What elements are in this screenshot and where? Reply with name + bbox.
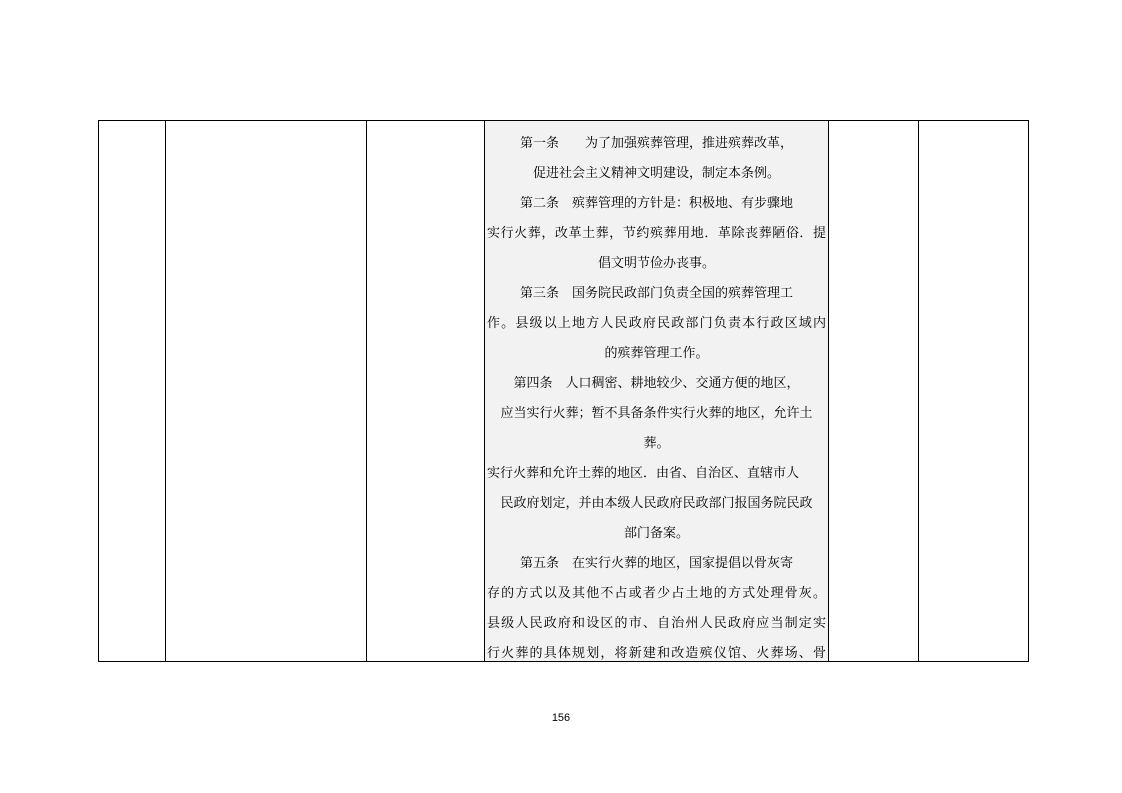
regulation-table bbox=[98, 120, 1029, 662]
text-line: 实行火葬和允许土葬的地区．由省、自治区、直辖市人 bbox=[487, 466, 800, 481]
text-line: 实行火葬，改革土葬，节约殡葬用地．革除丧葬陋俗．提 bbox=[487, 226, 826, 241]
text-line: 存的方式以及其他不占或者少占土地的方式处理骨灰。 bbox=[487, 586, 826, 601]
empty-cell-1 bbox=[99, 121, 166, 662]
regulation-text bbox=[485, 121, 828, 661]
text-line: 第一条 为了加强殡葬管理，推进殡葬改革， bbox=[519, 136, 793, 151]
text-line: 应当实行火葬；暂不具备条件实行火葬的地区，允许土 bbox=[500, 406, 813, 421]
empty-cell-3 bbox=[367, 121, 485, 662]
text-line: 第四条 人口稠密、耕地较少、交通方便的地区， bbox=[513, 376, 800, 391]
text-line: 第五条 在实行火葬的地区，国家提倡以骨灰寄 bbox=[519, 556, 793, 571]
text-line: 民政府划定，并由本级人民政府民政部门报国务院民政 bbox=[500, 496, 813, 511]
text-line: 促进社会主义精神文明建设，制定本条例。 bbox=[532, 166, 780, 181]
text-line: 行火葬的具体规划，将新建和改造殡仪馆、火葬场、骨 bbox=[487, 646, 826, 661]
empty-cell-6 bbox=[919, 121, 1029, 662]
text-line: 县级人民政府和设区的市、自治州人民政府应当制定实 bbox=[487, 616, 826, 631]
empty-cell-2 bbox=[166, 121, 367, 662]
text-line: 的殡葬管理工作。 bbox=[604, 346, 709, 361]
empty-cell-5 bbox=[829, 121, 919, 662]
regulation-text-cell bbox=[485, 121, 829, 662]
page-number: 156 bbox=[551, 712, 571, 724]
text-line: 作。县级以上地方人民政府民政部门负责本行政区域内 bbox=[487, 316, 826, 331]
text-line: 倡文明节俭办丧事。 bbox=[597, 256, 715, 271]
text-line: 葬。 bbox=[643, 436, 670, 451]
text-line: 第二条 殡葬管理的方针是：积极地、有步骤地 bbox=[519, 196, 793, 211]
text-line: 第三条 国务院民政部门负责全国的殡葬管理工 bbox=[519, 286, 793, 301]
table-row bbox=[99, 121, 1029, 662]
text-line: 部门备案。 bbox=[623, 526, 689, 541]
